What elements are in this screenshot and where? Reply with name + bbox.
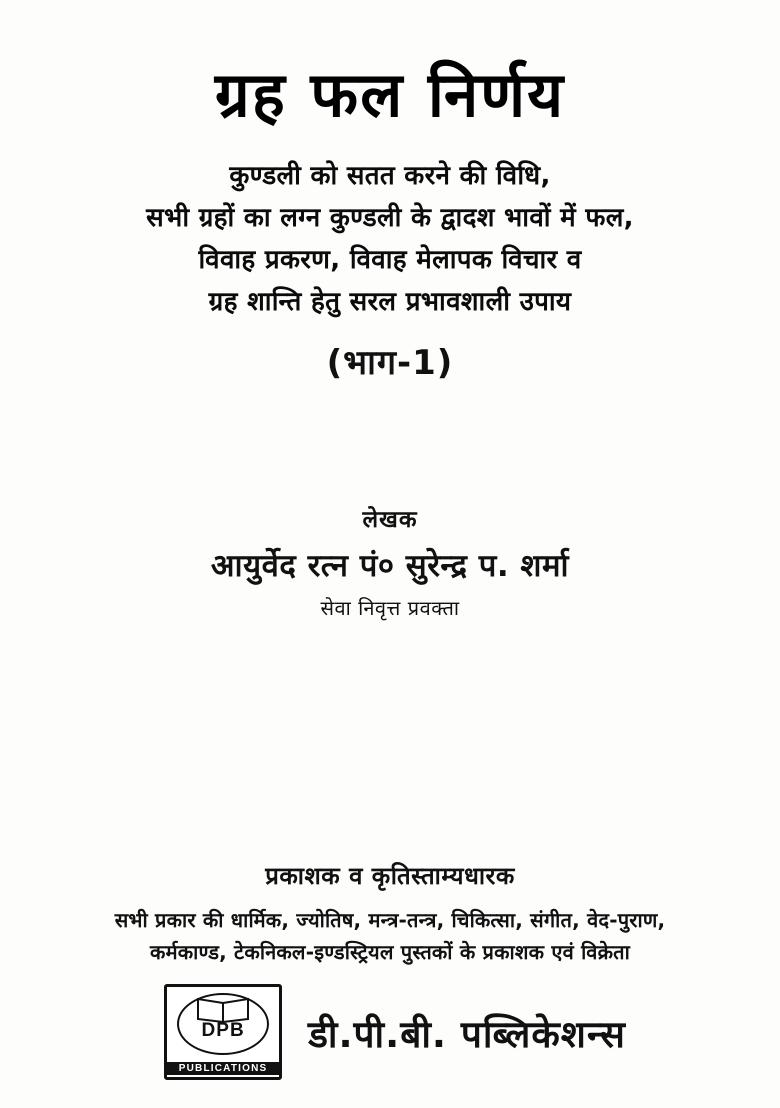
logo-initials: DPB <box>201 1020 245 1041</box>
author-name: आयुर्वेद रत्न पं० सुरेन्द्र प. शर्मा <box>210 547 570 584</box>
publisher-block <box>0 859 780 1080</box>
publisher-footer <box>0 984 780 1080</box>
book-title: ग्रह फल निर्णय <box>214 58 566 131</box>
author-designation: सेवा निवृत्त प्रवक्ता <box>320 595 460 620</box>
author-label: लेखक <box>362 506 418 533</box>
publisher-name: डी.पी.बी. पब्लिकेशन्स <box>308 1012 626 1056</box>
subtitle-line-3: विवाह प्रकरण, विवाह मेलापक विचार व <box>198 245 582 276</box>
subtitle-line-2: सभी ग्रहों का लग्न कुण्डली के द्वादश भावों में फल, <box>146 203 634 234</box>
volume-label: (भाग-1) <box>326 342 454 383</box>
subtitle-line-1: कुण्डली को सतत करने की विधि, <box>229 161 551 192</box>
logo-caption: PUBLICATIONS <box>167 1062 279 1075</box>
publisher-logo <box>164 984 282 1080</box>
publisher-heading: प्रकाशक व कृतिस्ताम्यधारक <box>265 862 515 890</box>
author-block <box>211 502 569 621</box>
publisher-line-2: कर्मकाण्ड, टेकनिकल-इण्डस्ट्रियल पुस्तकों के प्रकाशक एवं विक्रेता <box>150 940 630 964</box>
publisher-line-1: सभी प्रकार की धार्मिक, ज्योतिष, मन्त्र-तन्त्र, चिकित्सा, संगीत, वेद-पुराण, <box>114 908 666 932</box>
subtitle-line-4: ग्रह शान्ति हेतु सरल प्रभावशाली उपाय <box>208 287 572 318</box>
book-subtitle <box>30 155 750 323</box>
